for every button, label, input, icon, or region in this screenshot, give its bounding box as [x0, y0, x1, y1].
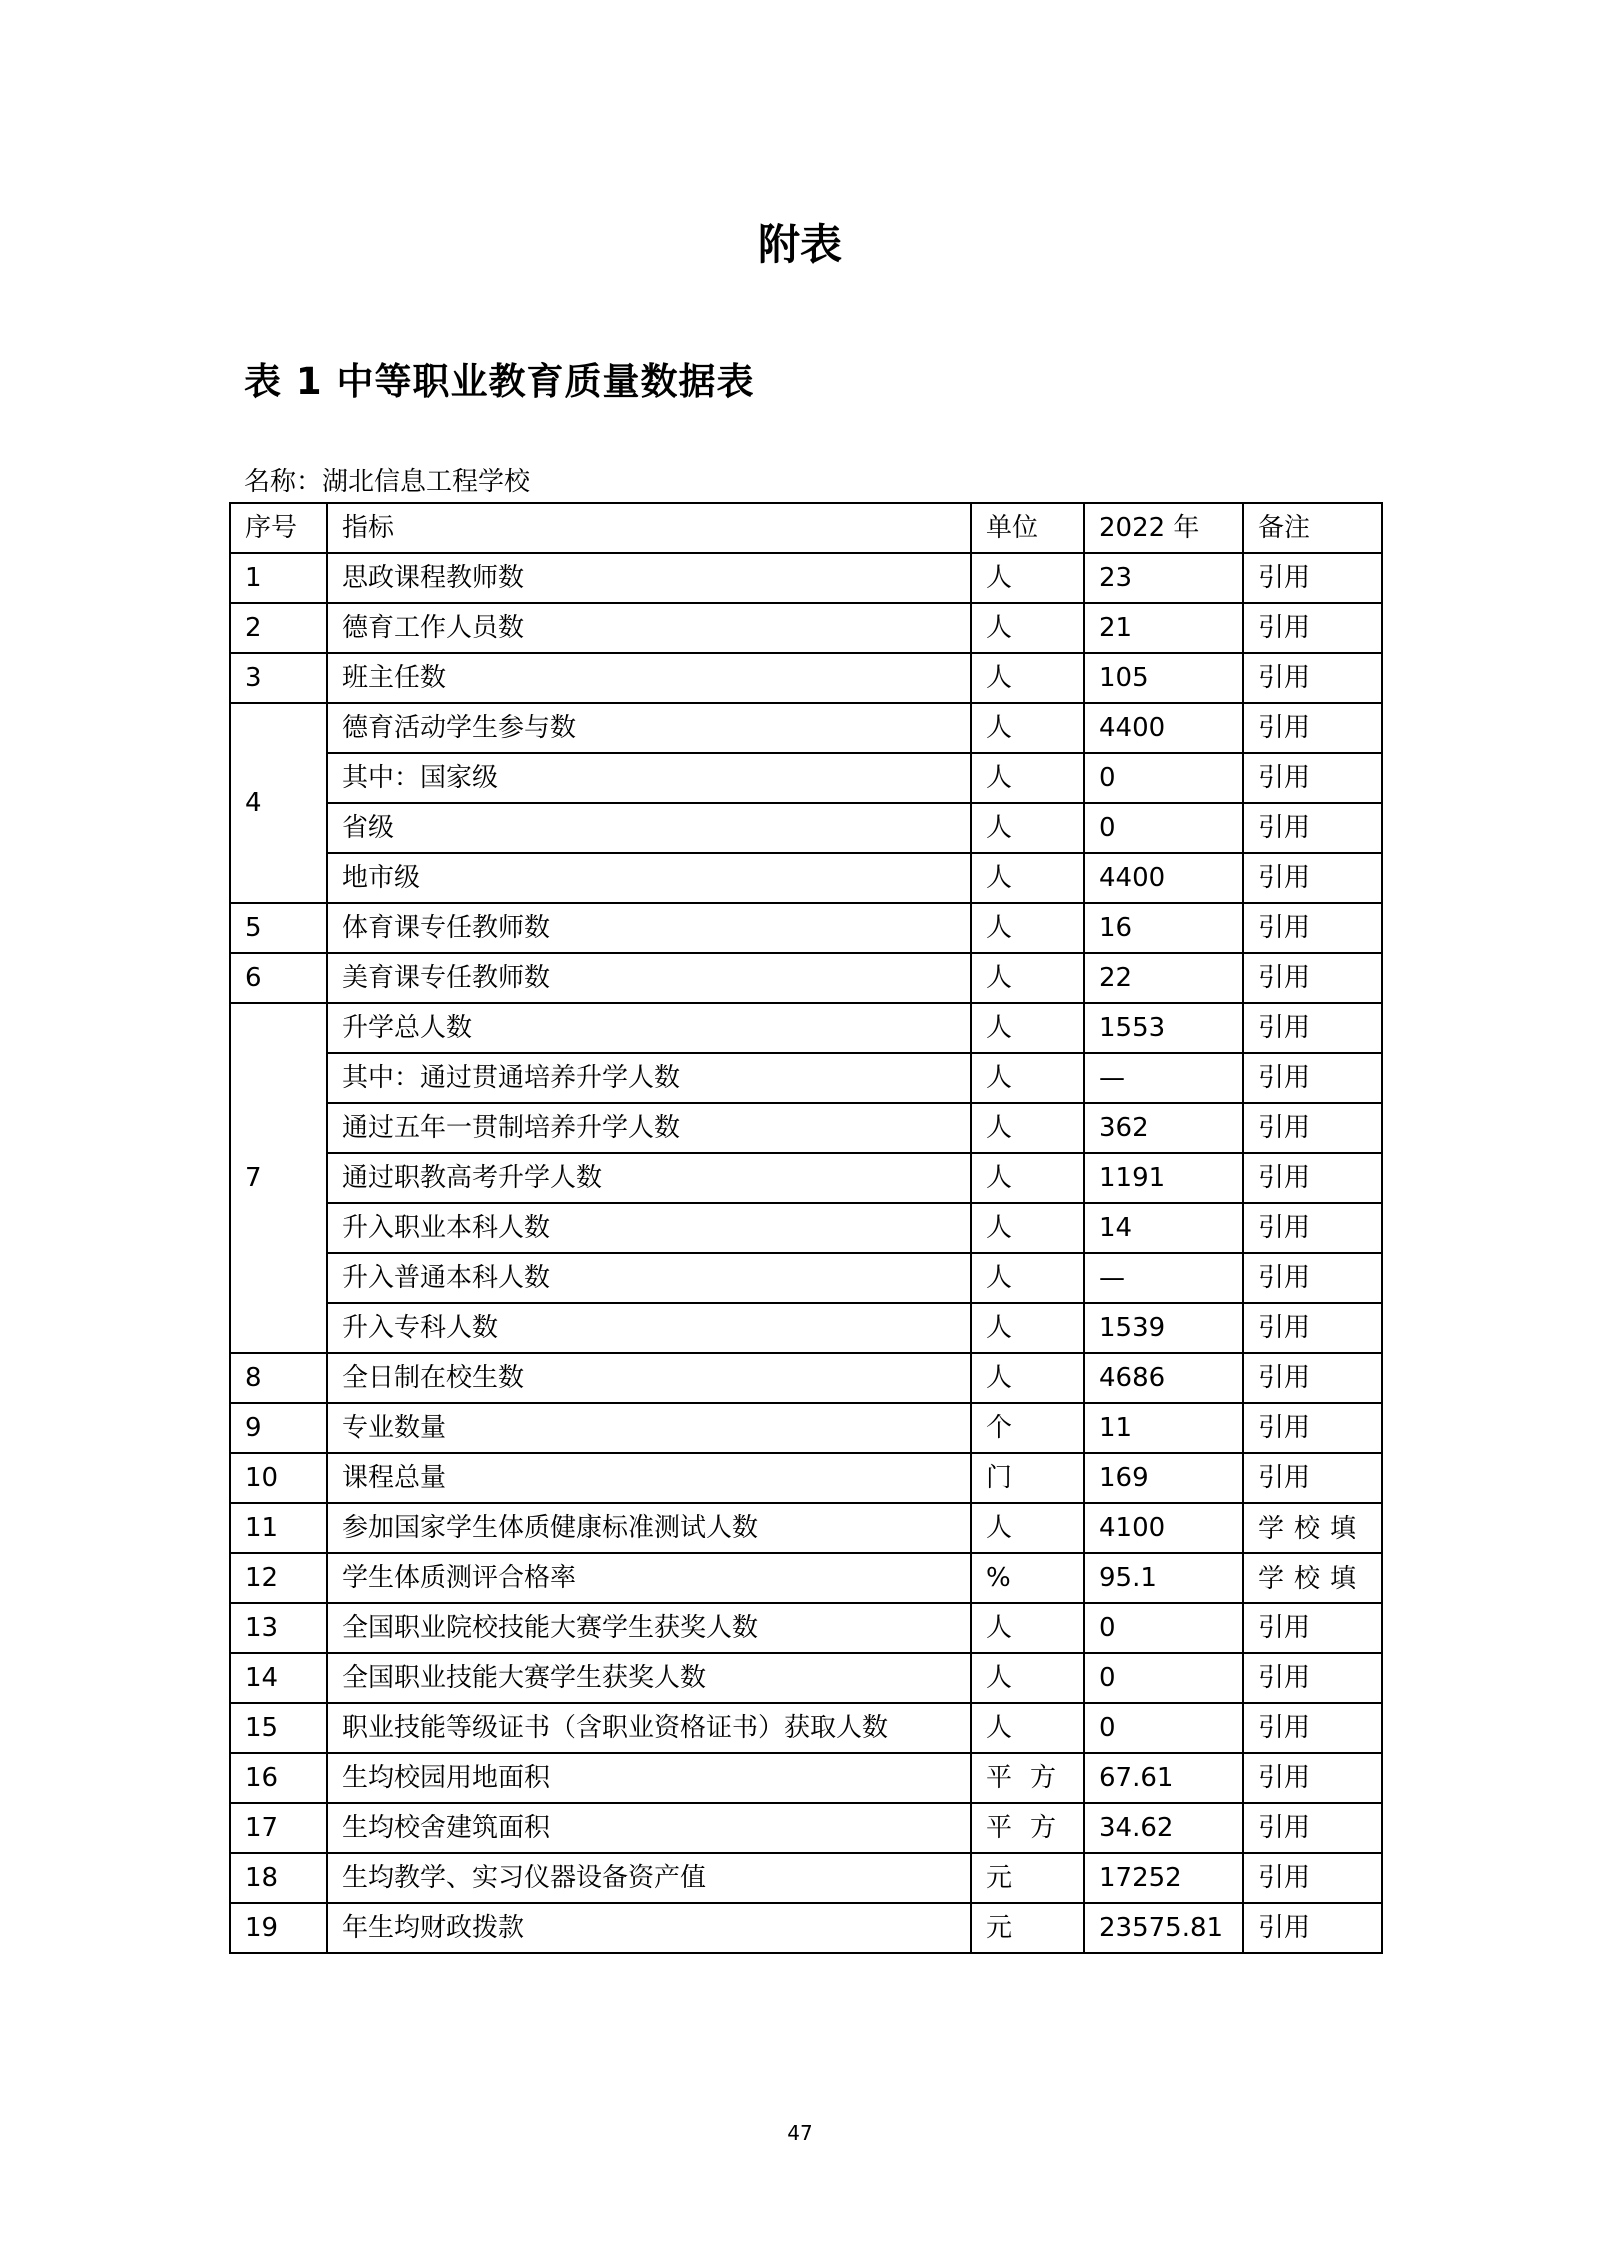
row-indicator: 思政课程教师数 [327, 553, 971, 603]
table-row [230, 1053, 1382, 1103]
row-value: 1539 [1084, 1303, 1243, 1353]
row-no: 7 [230, 1003, 327, 1353]
row-no: 16 [230, 1753, 327, 1803]
row-value: — [1084, 1053, 1243, 1103]
row-indicator: 职业技能等级证书（含职业资格证书）获取人数 [327, 1703, 971, 1753]
table-row [230, 1303, 1382, 1353]
row-unit: 人 [971, 953, 1084, 1003]
row-no: 5 [230, 903, 327, 953]
row-note: 引用 [1243, 1753, 1382, 1803]
row-unit: 人 [971, 853, 1084, 903]
row-unit: 人 [971, 1303, 1084, 1353]
row-note: 引用 [1243, 1653, 1382, 1703]
row-value: 22 [1084, 953, 1243, 1003]
row-indicator: 生均校舍建筑面积 [327, 1803, 971, 1853]
row-value: 4100 [1084, 1503, 1243, 1553]
row-unit: 人 [971, 1353, 1084, 1403]
row-value: 1553 [1084, 1003, 1243, 1053]
row-unit: 人 [971, 1703, 1084, 1753]
row-no: 8 [230, 1353, 327, 1403]
row-value: 23 [1084, 553, 1243, 603]
row-unit: 人 [971, 1053, 1084, 1103]
row-value: 4400 [1084, 853, 1243, 903]
row-note: 学校填 [1243, 1503, 1382, 1553]
row-unit: 平方 [971, 1803, 1084, 1853]
row-unit: 门 [971, 1453, 1084, 1503]
row-unit: 人 [971, 1003, 1084, 1053]
row-note: 引用 [1243, 1253, 1382, 1303]
table-row [230, 1753, 1382, 1803]
row-indicator: 专业数量 [327, 1403, 971, 1453]
row-value: 0 [1084, 1653, 1243, 1703]
document-title: 附表 [757, 220, 842, 269]
quality-data-table [229, 502, 1383, 1954]
row-note: 引用 [1243, 653, 1382, 703]
row-value: 21 [1084, 603, 1243, 653]
row-value: — [1084, 1253, 1243, 1303]
page-number: 47 [787, 2121, 813, 2145]
row-no: 3 [230, 653, 327, 703]
table-row [230, 1253, 1382, 1303]
row-no: 14 [230, 1653, 327, 1703]
row-note: 引用 [1243, 1003, 1382, 1053]
row-note: 引用 [1243, 553, 1382, 603]
row-indicator: 地市级 [327, 853, 971, 903]
row-no: 17 [230, 1803, 327, 1853]
row-unit: 人 [971, 653, 1084, 703]
table-row [230, 1603, 1382, 1653]
table-heading: 表 1 中等职业教育质量数据表 [244, 360, 755, 403]
row-unit: 个 [971, 1403, 1084, 1453]
row-value: 0 [1084, 753, 1243, 803]
table-row [230, 1653, 1382, 1703]
row-unit: 元 [971, 1903, 1084, 1953]
row-value: 4400 [1084, 703, 1243, 753]
row-value: 4686 [1084, 1353, 1243, 1403]
table-row [230, 753, 1382, 803]
row-no: 6 [230, 953, 327, 1003]
row-no: 19 [230, 1903, 327, 1953]
row-unit: 人 [971, 1253, 1084, 1303]
table-row [230, 1453, 1382, 1503]
row-unit: 人 [971, 1603, 1084, 1653]
table-row [230, 1403, 1382, 1453]
row-note: 引用 [1243, 1353, 1382, 1403]
table-row [230, 1553, 1382, 1603]
table-row [230, 803, 1382, 853]
row-no: 15 [230, 1703, 327, 1753]
header-year: 2022 年 [1084, 503, 1243, 553]
row-unit: 元 [971, 1853, 1084, 1903]
row-unit: % [971, 1553, 1084, 1603]
table-row [230, 553, 1382, 603]
row-note: 引用 [1243, 1853, 1382, 1903]
row-indicator: 其中：通过贯通培养升学人数 [327, 1053, 971, 1103]
row-indicator: 升入专科人数 [327, 1303, 971, 1353]
row-indicator: 全国职业技能大赛学生获奖人数 [327, 1653, 971, 1703]
row-unit: 平方 [971, 1753, 1084, 1803]
row-indicator: 美育课专任教师数 [327, 953, 971, 1003]
row-unit: 人 [971, 1203, 1084, 1253]
row-note: 引用 [1243, 1453, 1382, 1503]
row-value: 1191 [1084, 1153, 1243, 1203]
row-indicator: 升入职业本科人数 [327, 1203, 971, 1253]
table-row [230, 703, 1382, 753]
row-note: 引用 [1243, 753, 1382, 803]
row-note: 引用 [1243, 1403, 1382, 1453]
table-row [230, 1503, 1382, 1553]
row-indicator: 学生体质测评合格率 [327, 1553, 971, 1603]
row-value: 169 [1084, 1453, 1243, 1503]
row-note: 学校填 [1243, 1553, 1382, 1603]
row-value: 16 [1084, 903, 1243, 953]
row-no: 18 [230, 1853, 327, 1903]
table-row [230, 1803, 1382, 1853]
row-note: 引用 [1243, 1903, 1382, 1953]
row-unit: 人 [971, 603, 1084, 653]
row-note: 引用 [1243, 1703, 1382, 1753]
row-note: 引用 [1243, 853, 1382, 903]
row-note: 引用 [1243, 1803, 1382, 1853]
row-unit: 人 [971, 1103, 1084, 1153]
row-value: 0 [1084, 1703, 1243, 1753]
row-no: 12 [230, 1553, 327, 1603]
row-value: 34.62 [1084, 1803, 1243, 1853]
row-note: 引用 [1243, 903, 1382, 953]
row-indicator: 德育活动学生参与数 [327, 703, 971, 753]
row-indicator: 生均校园用地面积 [327, 1753, 971, 1803]
row-indicator: 全日制在校生数 [327, 1353, 971, 1403]
row-unit: 人 [971, 1153, 1084, 1203]
row-unit: 人 [971, 903, 1084, 953]
school-name: 名称：湖北信息工程学校 [244, 467, 531, 497]
table-row [230, 953, 1382, 1003]
row-note: 引用 [1243, 953, 1382, 1003]
row-value: 23575.81 [1084, 1903, 1243, 1953]
row-indicator: 班主任数 [327, 653, 971, 703]
row-note: 引用 [1243, 803, 1382, 853]
row-unit: 人 [971, 753, 1084, 803]
row-value: 17252 [1084, 1853, 1243, 1903]
row-no: 2 [230, 603, 327, 653]
row-indicator: 全国职业院校技能大赛学生获奖人数 [327, 1603, 971, 1653]
row-note: 引用 [1243, 603, 1382, 653]
row-note: 引用 [1243, 1053, 1382, 1103]
row-no: 11 [230, 1503, 327, 1553]
table-row [230, 1703, 1382, 1753]
row-value: 105 [1084, 653, 1243, 703]
row-note: 引用 [1243, 1153, 1382, 1203]
header-note: 备注 [1243, 503, 1382, 553]
row-indicator: 德育工作人员数 [327, 603, 971, 653]
row-value: 0 [1084, 803, 1243, 853]
row-indicator: 省级 [327, 803, 971, 853]
row-unit: 人 [971, 703, 1084, 753]
row-value: 95.1 [1084, 1553, 1243, 1603]
row-no: 13 [230, 1603, 327, 1653]
table-row [230, 1003, 1382, 1053]
header-indicator: 指标 [327, 503, 971, 553]
row-unit: 人 [971, 553, 1084, 603]
table-row [230, 603, 1382, 653]
row-indicator: 生均教学、实习仪器设备资产值 [327, 1853, 971, 1903]
row-indicator: 升入普通本科人数 [327, 1253, 971, 1303]
row-no: 4 [230, 703, 327, 903]
row-indicator: 参加国家学生体质健康标准测试人数 [327, 1503, 971, 1553]
row-note: 引用 [1243, 1303, 1382, 1353]
table-row [230, 1353, 1382, 1403]
row-no: 10 [230, 1453, 327, 1503]
row-no: 9 [230, 1403, 327, 1453]
row-unit: 人 [971, 1503, 1084, 1553]
row-indicator: 升学总人数 [327, 1003, 971, 1053]
row-indicator: 通过职教高考升学人数 [327, 1153, 971, 1203]
row-indicator: 课程总量 [327, 1453, 971, 1503]
row-value: 362 [1084, 1103, 1243, 1153]
row-unit: 人 [971, 1653, 1084, 1703]
row-indicator: 体育课专任教师数 [327, 903, 971, 953]
table-header-row [230, 503, 1382, 553]
table-row [230, 1853, 1382, 1903]
table-row [230, 1203, 1382, 1253]
table-row [230, 903, 1382, 953]
header-unit: 单位 [971, 503, 1084, 553]
row-no: 1 [230, 553, 327, 603]
row-note: 引用 [1243, 703, 1382, 753]
table-row [230, 1903, 1382, 1953]
header-no: 序号 [230, 503, 327, 553]
row-indicator: 其中：国家级 [327, 753, 971, 803]
table-row [230, 653, 1382, 703]
table-row [230, 1153, 1382, 1203]
row-note: 引用 [1243, 1103, 1382, 1153]
row-indicator: 通过五年一贯制培养升学人数 [327, 1103, 971, 1153]
row-value: 0 [1084, 1603, 1243, 1653]
row-unit: 人 [971, 803, 1084, 853]
row-note: 引用 [1243, 1603, 1382, 1653]
row-note: 引用 [1243, 1203, 1382, 1253]
row-value: 14 [1084, 1203, 1243, 1253]
row-value: 11 [1084, 1403, 1243, 1453]
table-row [230, 853, 1382, 903]
row-indicator: 年生均财政拨款 [327, 1903, 971, 1953]
row-value: 67.61 [1084, 1753, 1243, 1803]
table-row [230, 1103, 1382, 1153]
